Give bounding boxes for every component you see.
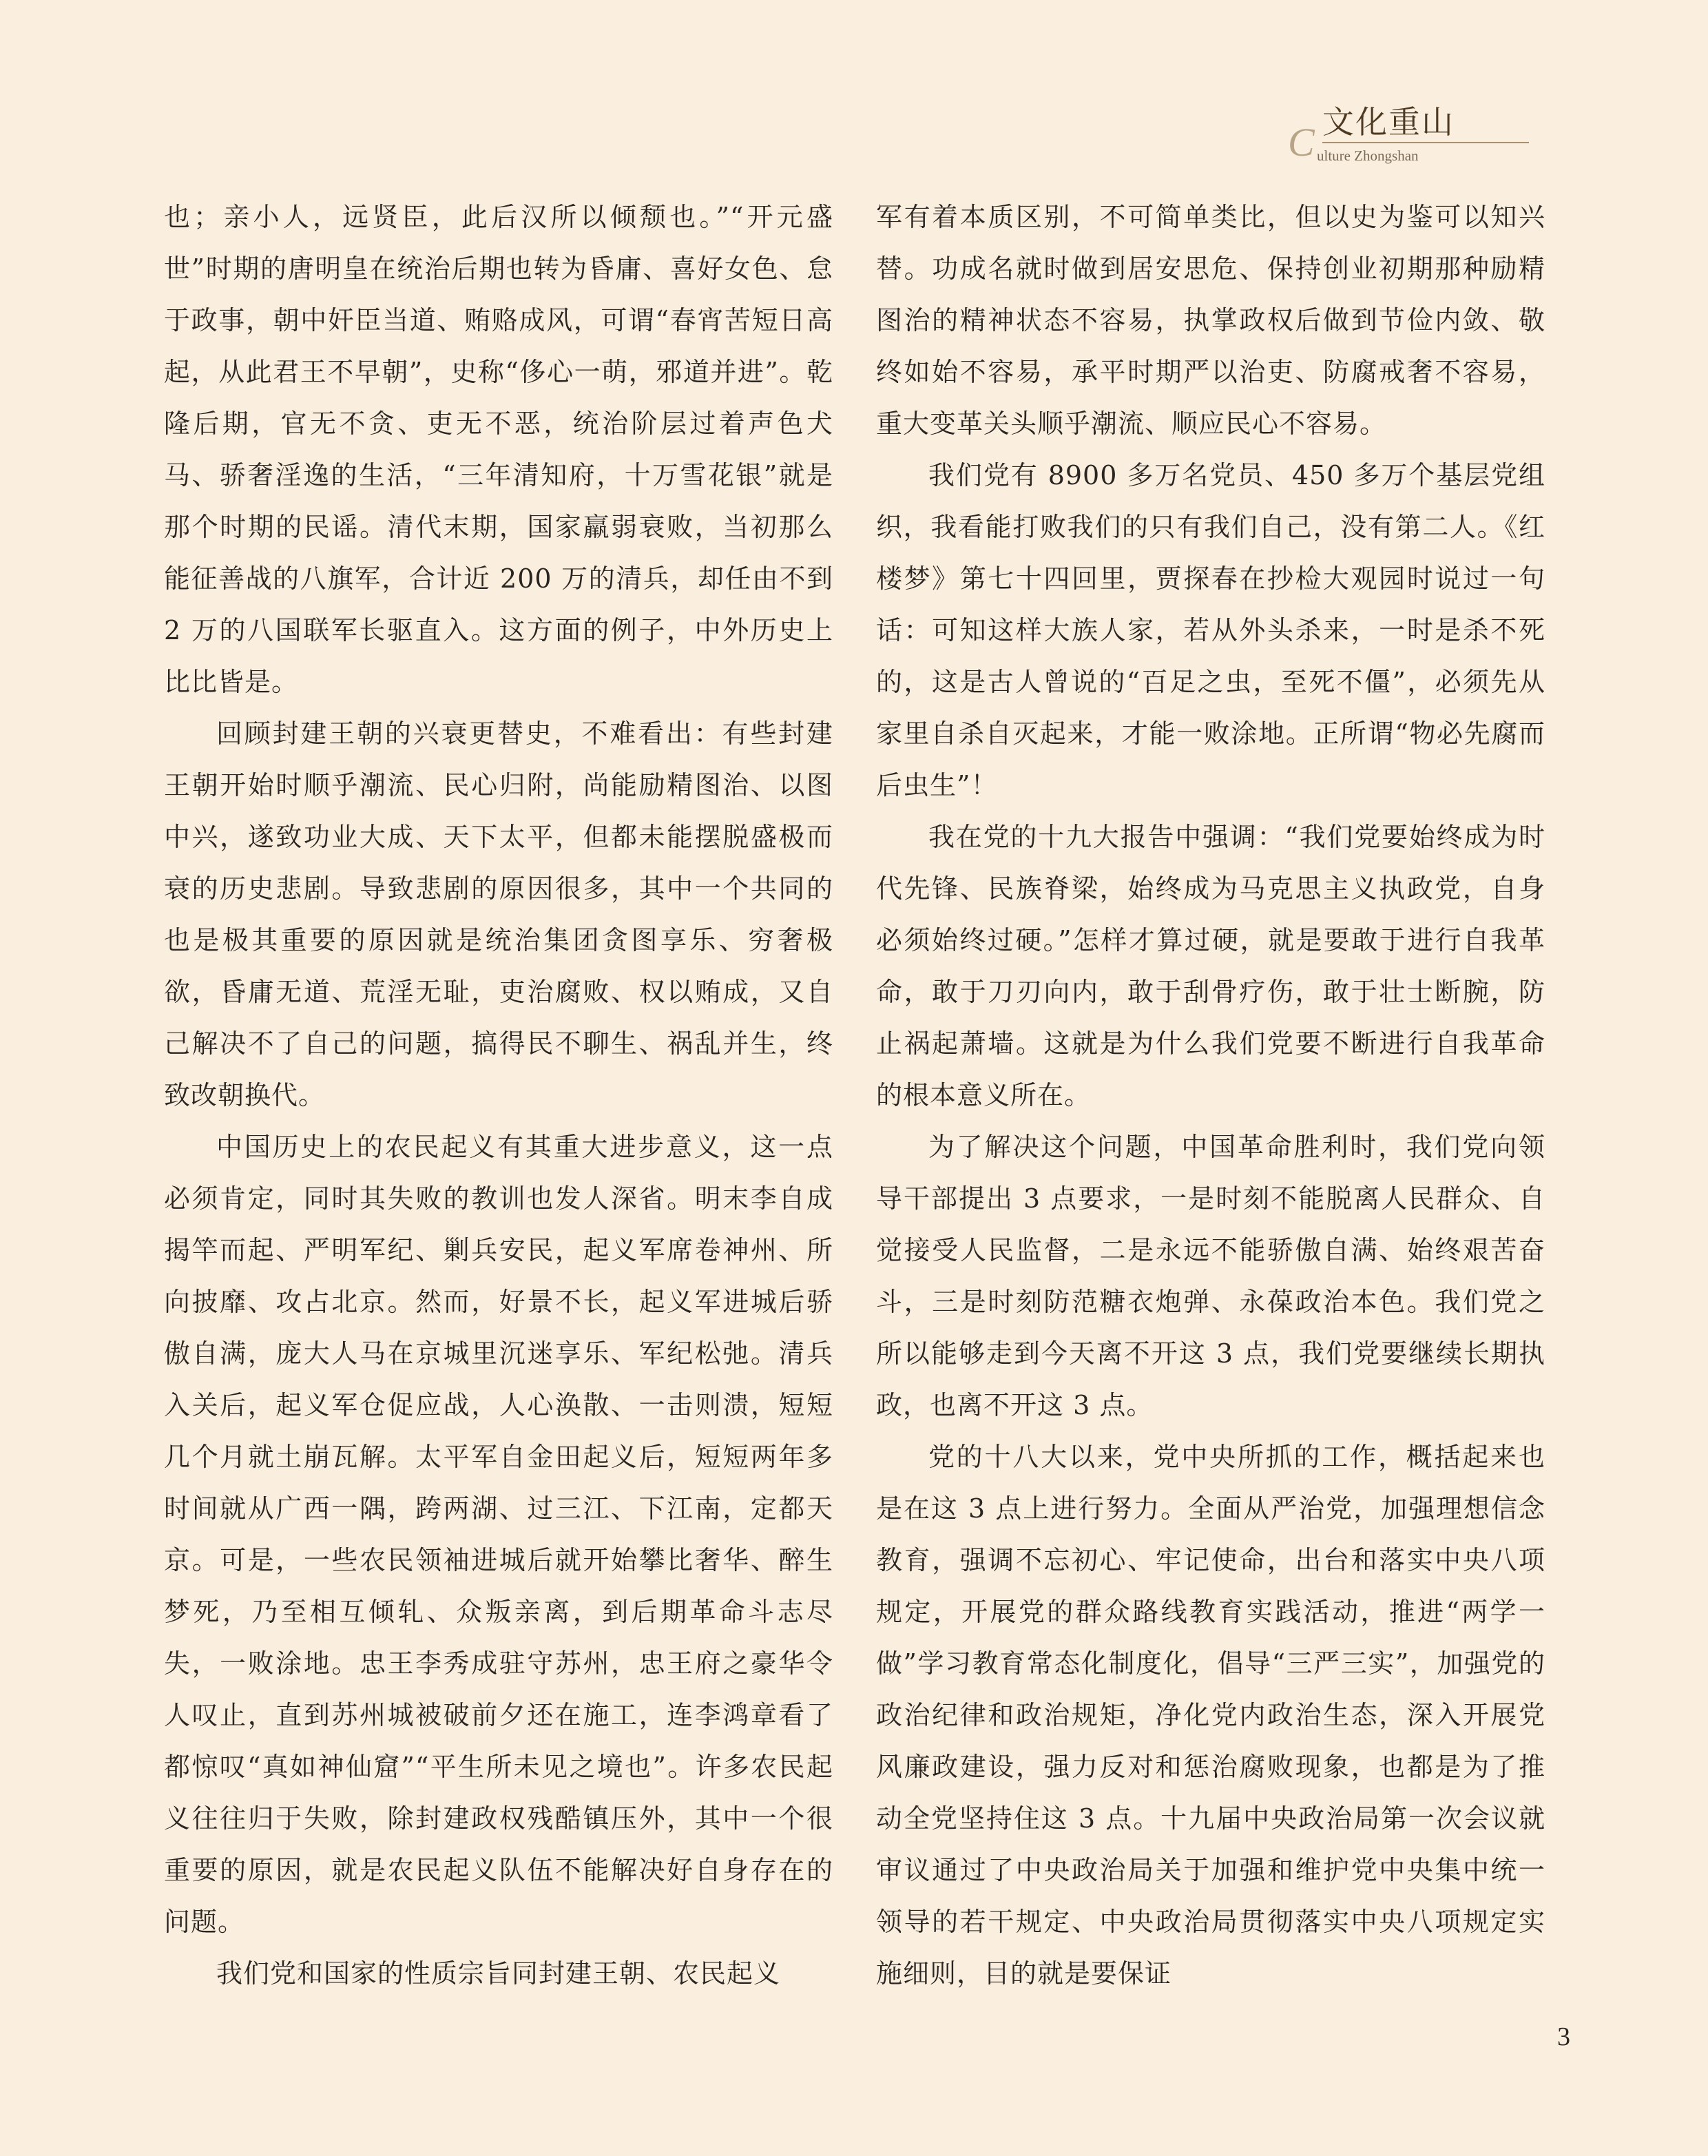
magazine-subtitle: ulture Zhongshan <box>1317 147 1419 164</box>
right-column <box>876 191 1545 2010</box>
masthead-rule <box>1322 142 1529 143</box>
paragraph: 为了解决这个问题，中国革命胜利时，我们党向领导干部提出 3 点要求，一是时刻不能脱离人民群众、自觉接受人民监督，二是永远不能骄傲自满、始终艰苦奋斗，三是时刻防范糖衣炮弹、永葆政治本色。我们党之所以能够走到今天离不开这 3 点，我们党要继续长期执政，也离不开这 3 点。 <box>876 1132 1545 1420</box>
masthead <box>1274 103 1543 172</box>
left-column <box>164 191 833 2010</box>
paragraph: 也；亲小人，远贤臣，此后汉所以倾颓也。”“开元盛世”时期的唐明皇在统治后期也转为昏庸、喜好女色、怠于政事，朝中奸臣当道、贿赂成风，可谓“春宵苦短日高起，从此君王不早朝”，史称“侈心一萌，邪道并进”。乾隆后期，官无不贪、吏无不恶，统治阶层过着声色犬马、骄奢淫逸的生活，“三年清知府，十万雪花银”就是那个时期的民谣。清代末期，国家羸弱衰败，当初那么能征善战的八旗军，合计近 200 万的清兵，却任由不到 2 万的八国联军长驱直入。这方面的例子，中外历史上比比皆是。 <box>164 202 833 697</box>
page-number: 3 <box>1557 2022 1570 2051</box>
paragraph: 我们党有 8900 多万名党员、450 多万个基层党组织，我看能打败我们的只有我们自己，没有第二人。《红楼梦》第七十四回里，贾探春在抄检大观园时说过一句话：可知这样大族人家，若从外头杀来，一时是杀不死的，这是古人曾说的“百足之虫，至死不僵”，必须先从家里自杀自灭起来，才能一败涂地。正所谓“物必先腐而后虫生”！ <box>876 460 1545 800</box>
paragraph: 党的十八大以来，党中央所抓的工作，概括起来也是在这 3 点上进行努力。全面从严治党，加强理想信念教育，强调不忘初心、牢记使命，出台和落实中央八项规定，开展党的群众路线教育实践活动，推进“两学一做”学习教育常态化制度化，倡导“三严三实”，加强党的政治纪律和政治规矩，净化党内政治生态，深入开展党风廉政建设，强力反对和惩治腐败现象，也都是为了推动全党坚持住这 3 点。十九届中央政治局第一次会议就审议通过了中央政治局关于加强和维护党中央集中统一领导的若干规定、中央政治局贯彻落实中央八项规定实施细则，目的就是要保证 <box>876 1442 1545 1989</box>
masthead-initial: C <box>1288 120 1315 165</box>
paragraph: 我们党和国家的性质宗旨同封建王朝、农民起义 <box>216 1958 781 1989</box>
paragraph: 军有着本质区别，不可简单类比，但以史为鉴可以知兴替。功成名就时做到居安思危、保持创业初期那种励精图治的精神状态不容易，执掌政权后做到节俭内敛、敬终如始不容易，承平时期严以治吏、防腐戒奢不容易，重大变革关头顺乎潮流、顺应民心不容易。 <box>876 202 1545 439</box>
magazine-title: 文化重山 <box>1322 103 1455 141</box>
paragraph: 中国历史上的农民起义有其重大进步意义，这一点必须肯定，同时其失败的教训也发人深省。明末李自成揭竿而起、严明军纪、剿兵安民，起义军席卷神州、所向披靡、攻占北京。然而，好景不长，起义军进城后骄傲自满，庞大人马在京城里沉迷享乐、军纪松弛。清兵入关后，起义军仓促应战，人心涣散、一击则溃，短短几个月就土崩瓦解。太平军自金田起义后，短短两年多时间就从广西一隅，跨两湖、过三江、下江南，定都天京。可是，一些农民领袖进城后就开始攀比奢华、醉生梦死，乃至相互倾轧、众叛亲离，到后期革命斗志尽失，一败涂地。忠王李秀成驻守苏州，忠王府之豪华令人叹止，直到苏州城被破前夕还在施工，连李鸿章看了都惊叹“真如神仙窟”“平生所未见之境也”。许多农民起义往往归于失败，除封建政权残酷镇压外，其中一个很重要的原因，就是农民起义队伍不能解决好自身存在的问题。 <box>164 1132 833 1937</box>
paragraph: 我在党的十九大报告中强调：“我们党要始终成为时代先锋、民族脊梁，始终成为马克思主义执政党，自身必须始终过硬。”怎样才算过硬，就是要敢于进行自我革命，敢于刀刃向内，敢于刮骨疗伤，敢于壮士断腕，防止祸起萧墙。这就是为什么我们党要不断进行自我革命的根本意义所在。 <box>876 822 1545 1110</box>
paragraph: 回顾封建王朝的兴衰更替史，不难看出：有些封建王朝开始时顺乎潮流、民心归附，尚能励精图治、以图中兴，遂致功业大成、天下太平，但都未能摆脱盛极而衰的历史悲剧。导致悲剧的原因很多，其中一个共同的也是极其重要的原因就是统治集团贪图享乐、穷奢极欲，昏庸无道、荒淫无耻，吏治腐败、权以贿成，又自己解决不了自己的问题，搞得民不聊生、祸乱并生，终致改朝换代。 <box>164 718 833 1110</box>
